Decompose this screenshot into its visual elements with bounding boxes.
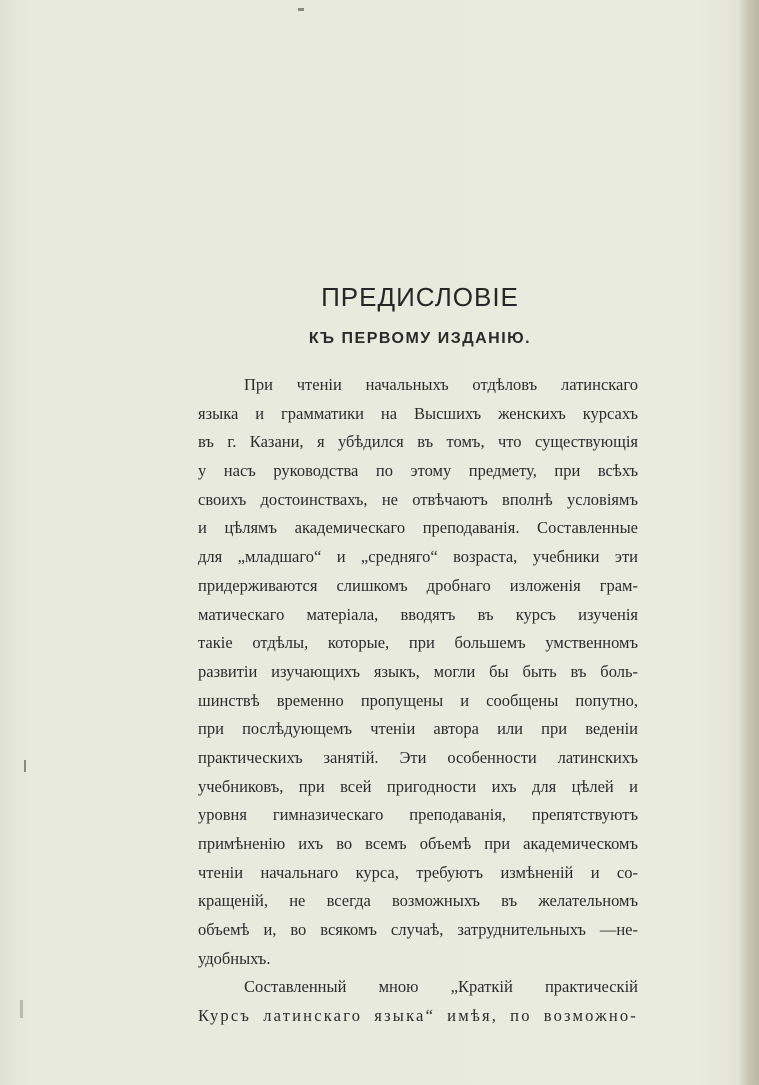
text-line: матическаго матеріала, вводятъ въ курсъ изученія xyxy=(198,604,638,624)
text-line: Составленный мною „Краткій практическій xyxy=(244,977,638,997)
text-line: шинствѣ временно пропущены и сообщены попутно, xyxy=(198,690,638,710)
scan-mark xyxy=(20,1000,23,1018)
text-line: уровня гимназическаго преподаванія, препятствуютъ xyxy=(198,805,638,825)
text-line: своихъ достоинствахъ, не отвѣчаютъ вполнѣ условіямъ xyxy=(198,489,638,509)
text-line: удобныхъ. xyxy=(198,948,271,968)
text-line: въ г. Казани, я убѣдился въ томъ, что существующія xyxy=(198,432,638,452)
text-line: примѣненію ихъ во всемъ объемѣ при академическомъ xyxy=(198,834,638,853)
body-text xyxy=(198,371,638,1031)
scan-mark xyxy=(298,8,304,11)
text-line: развитіи изучающихъ языкъ, могли бы быть въ боль- xyxy=(198,661,638,681)
text-line: учебниковъ, при всей пригодности ихъ для цѣлей и xyxy=(198,776,638,796)
text-line: При чтеніи начальныхъ отдѣловъ латинскаго xyxy=(244,375,638,394)
text-line: у насъ руководства по этому предмету, при всѣхъ xyxy=(198,461,638,481)
page-title: ПРЕДИСЛОВІЕ xyxy=(321,282,519,312)
text-line: кращеній, не всегда возможныхъ въ желательномъ xyxy=(198,891,638,911)
text-line: языка и грамматики на Высшихъ женскихъ курсахъ xyxy=(198,403,638,423)
text-line: при послѣдующемъ чтеніи автора или при веденіи xyxy=(198,719,638,739)
text-line: практическихъ занятій. Эти особенности латинскихъ xyxy=(198,747,638,767)
text-line: объемѣ и, во всякомъ случаѣ, затруднительныхъ —не- xyxy=(198,920,638,940)
text-line: чтеніи начальнаго курса, требуютъ измѣненій и со- xyxy=(198,862,638,882)
text-line: и цѣлямъ академическаго преподаванія. Составленные xyxy=(198,518,638,538)
text-line: для „младшаго“ и „средняго“ возраста, учебники эти xyxy=(198,547,638,567)
page-subtitle: КЪ ПЕРВОМУ ИЗДАНІЮ. xyxy=(308,330,532,347)
text-line: придерживаются слишкомъ дробнаго изложенія грам- xyxy=(198,575,638,595)
scan-mark xyxy=(24,760,26,772)
text-line: Курсъ латинскаго языка“ имѣя, по возможно- xyxy=(198,1006,638,1026)
text-line: такіе отдѣлы, которые, при большемъ умственномъ xyxy=(198,633,638,653)
